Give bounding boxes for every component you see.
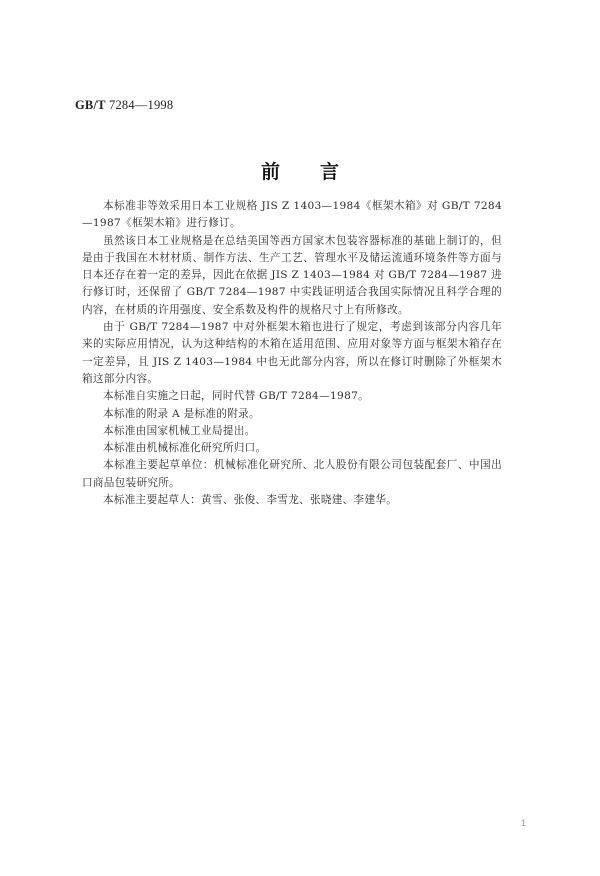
standard-prefix: GB/T	[75, 98, 106, 112]
paragraph-proposer: 本标准由国家机械工业局提出。	[103, 424, 256, 437]
paragraph-drafters: 本标准主要起草人：黄雪、张俊、李雪龙、张晓建、李建华。	[103, 494, 398, 507]
paragraph-appendix: 本标准的附录 A 是标准的附录。	[103, 407, 260, 420]
paragraph-replacement: 本标准自实施之日起，同时代替 GB/T 7284—1987。	[103, 390, 370, 403]
paragraph-adoption: 本标准非等效采用日本工业规格 JIS Z 1403—1984《框架木箱》对 GB/T 7284—1987《框架木箱》进行修订。	[82, 200, 502, 230]
paragraph-background: 虽然该日本工业规格是在总结美国等西方国家木包装容器标准的基础上制订的，但是由于我国在木材材质、制作方法、生产工艺、管理水平及储运流通环境条件等方面与日本还存在着一定的差异，因此在依据 JIS Z 1403—1984 对 GB/T 7284—1987 进行修订时，还保留了 GB/T 7284—1987 中实践证明适合我国实际情况且科学合理的内容，在材质的许用强度、安全系数及构件的规格尺寸上有所修改。	[82, 234, 502, 316]
standard-number: 7284—1998	[109, 98, 174, 112]
paragraph-removal: 由于 GB/T 7284—1987 中对外框架木箱也进行了规定，考虑到该部分内容几年来的实际应用情况，认为这种结构的木箱在适用范围、应用对象等方面与框架木箱存在一定差异，且 JIS Z 1403—1984 中也无此部分内容，所以在修订时删除了外框架木箱这部分内容。	[82, 321, 502, 385]
page-number: 1	[521, 818, 529, 828]
standard-code	[75, 98, 173, 113]
section-title: 前言	[260, 161, 379, 183]
paragraph-administrator: 本标准由机械标准化研究所归口。	[103, 442, 267, 455]
paragraph-drafting-units: 本标准主要起草单位：机械标准化研究所、北人股份有限公司包装配套厂、中国出口商品包装研究所。	[82, 459, 502, 489]
foreword-body	[82, 198, 502, 509]
